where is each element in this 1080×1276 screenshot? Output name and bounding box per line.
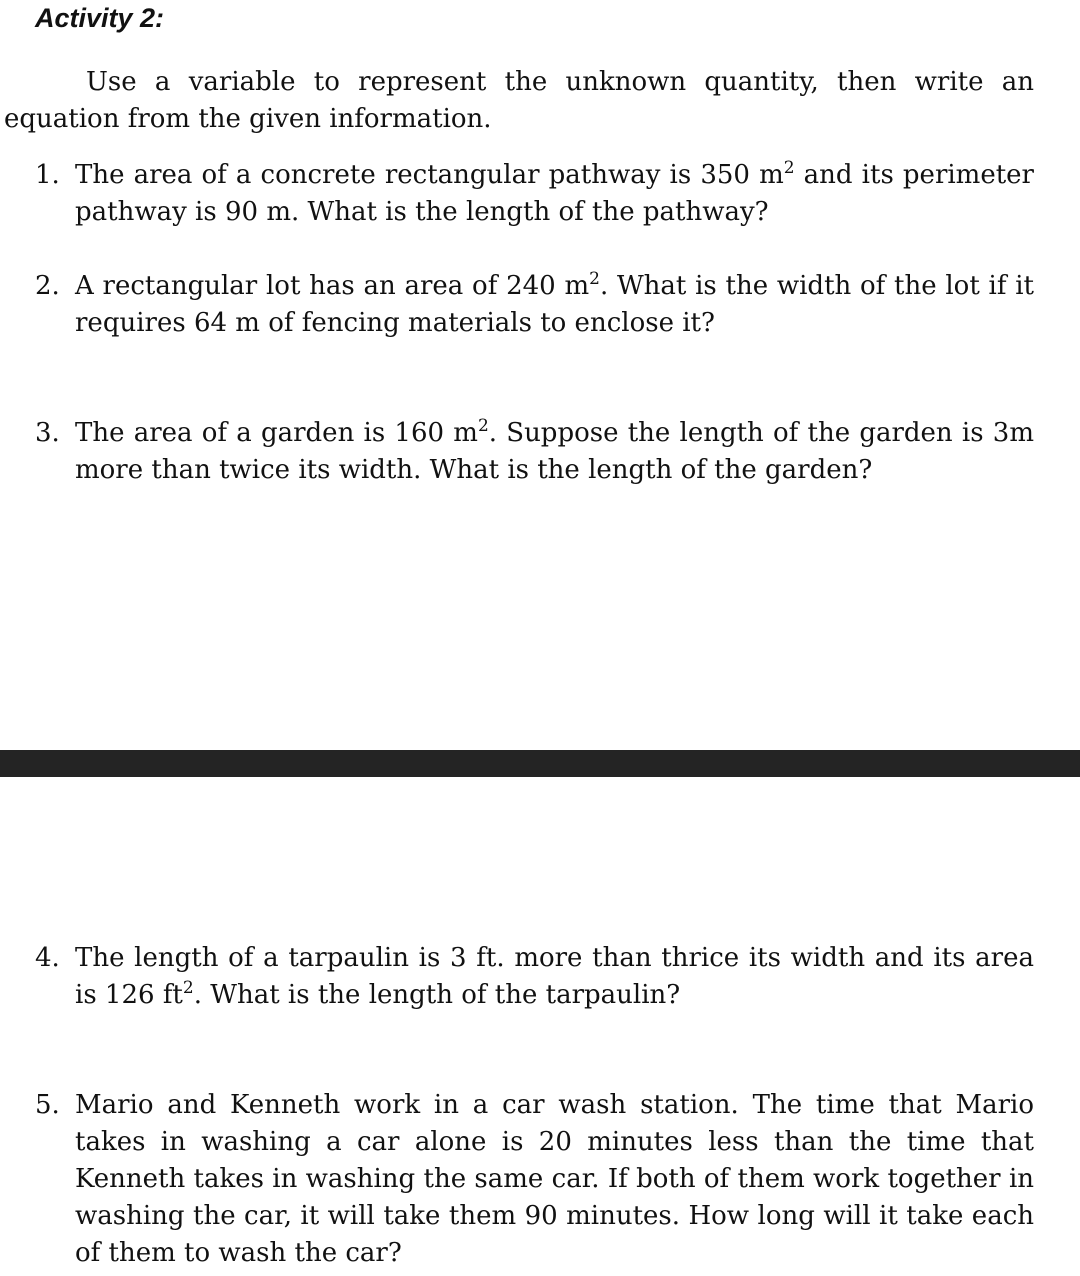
problem-text: The area of a concrete rectangular pathway is 350 $m^2$ and its perimeter pathway is 90 m. What is the length of the pathway? <box>75 158 1034 227</box>
problem-5 <box>35 1087 1034 1272</box>
problem-3 <box>35 415 1034 489</box>
superscript-2: 2 <box>182 978 194 998</box>
problem-4 <box>35 940 1034 1014</box>
activity-heading: Activity 2: <box>35 3 165 33</box>
problem-1 <box>35 157 1034 231</box>
superscript-2: 2 <box>589 269 600 289</box>
problem-2 <box>35 268 1034 342</box>
problem-text: A rectangular lot has an area of 240 $m^2$. What is the width of the lot if it requires 64 m of fencing materials to enclose it? <box>75 269 1034 338</box>
problem-number: 1. <box>35 160 60 190</box>
instructions-text: Use a variable to represent the unknown quantity, then write an equation from the given information. <box>4 67 1034 134</box>
superscript-2: 2 <box>783 158 795 178</box>
problem-text: Mario and Kenneth work in a car wash station. The time that Mario takes in washing a car alone is 20 minutes less than the time that Kenneth takes in washing the same car. If both of them work together in washing the car, it will take them 90 minutes. How long will it take each of them to wash the car? <box>75 1090 1034 1268</box>
superscript-2: 2 <box>477 416 489 436</box>
problem-text: The area of a garden is 160 $m^2$. Suppose the length of the garden is 3m more than twice its width. What is the length of the garden? <box>75 416 1034 485</box>
problem-number: 5. <box>35 1090 60 1120</box>
problem-number: 3. <box>35 418 60 448</box>
page-divider-bar <box>0 750 1080 777</box>
problem-number: 2. <box>35 271 60 301</box>
problem-text: The length of a tarpaulin is 3 ft. more than thrice its width and its area is 126 $ft^2$. What is the length of the tarpaulin? <box>75 943 1034 1010</box>
problem-number: 4. <box>35 943 60 973</box>
